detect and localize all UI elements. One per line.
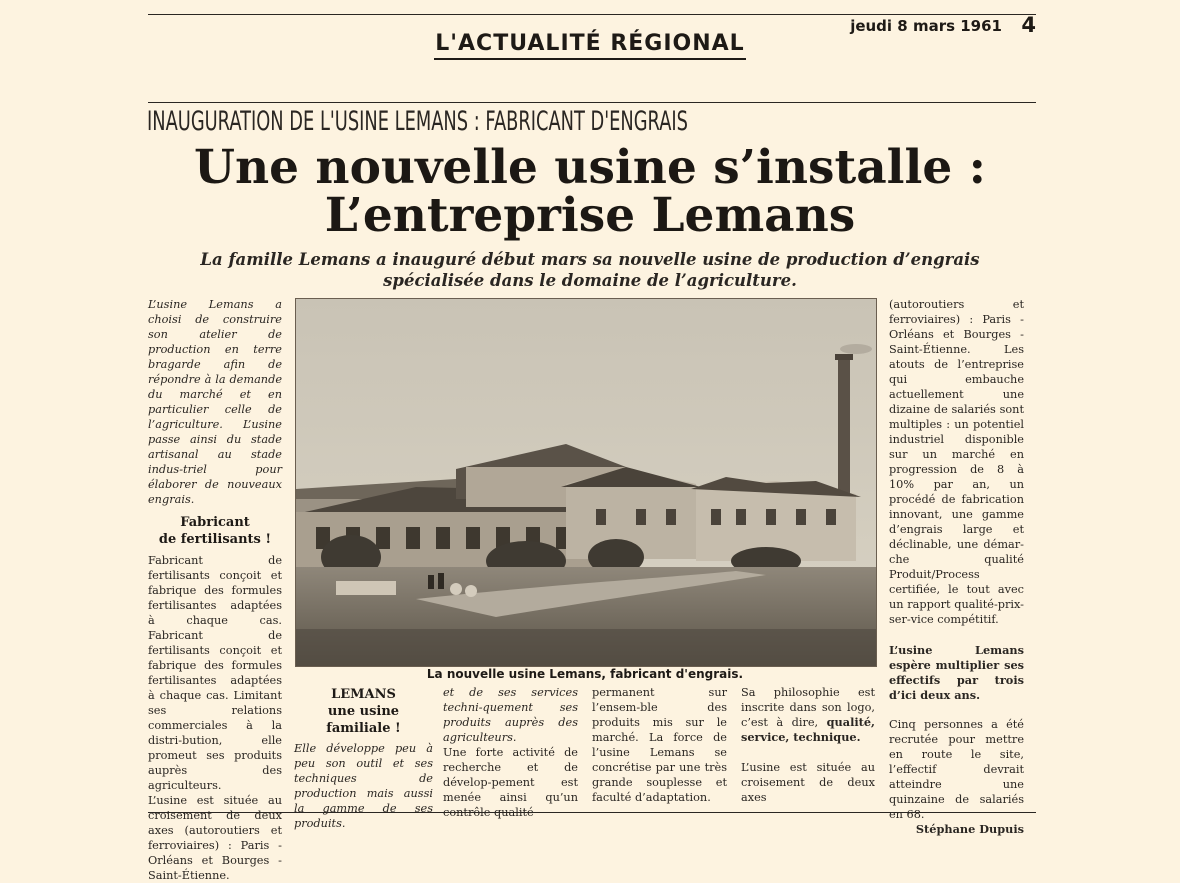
- factory-photo-illustration: [296, 299, 876, 666]
- column-3: [443, 685, 578, 820]
- subhead-line-2: spécialisée dans le domaine de l’agriculture.: [383, 271, 797, 290]
- col2-subhead: [294, 686, 433, 737]
- col2-intro: Elle développe peu à peu son outil et ses techniques de production mais aussi la gamme de ses produits.: [294, 742, 433, 830]
- subhead-line-1: La famille Lemans a inauguré début mars sa nouvelle usine de production d’engrais: [200, 250, 980, 269]
- col5-body-1: [741, 685, 875, 745]
- column-1: [148, 297, 282, 883]
- photo-caption: La nouvelle usine Lemans, fabricant d'engrais.: [426, 667, 744, 681]
- col1-subhead-line-2: de fertilisants !: [158, 532, 272, 547]
- factory-photo: [295, 298, 877, 667]
- article-kicker: INAUGURATION DE L'USINE LEMANS : FABRICANT D'ENGRAIS: [147, 106, 688, 137]
- col6-highlight: L’usine Lemans espère multiplier ses effectifs par trois d’ici deux ans.: [889, 643, 1024, 702]
- col1-body-2: L’usine est située au croisement de deux axes (autoroutiers et ferroviaires) : Paris - Orléans et Bourges - Saint-Étienne.: [148, 794, 282, 882]
- headline-line-2: L’entreprise Lemans: [324, 188, 856, 243]
- page-number: 4: [1021, 13, 1036, 37]
- col1-body-1: Fabricant de fertilisants conçoit et fabrique des formules fertilisantes adaptées à chaque cas. Fabricant de fertilisants conçoit et fabrique des formules fertilisantes adaptées à chaque cas. Limitant ses relations commerciales à la distri-bution, elle promeut ses produits auprès des agriculteurs.: [148, 554, 282, 792]
- byline: Stéphane Dupuis: [915, 822, 1024, 836]
- col6-body-1: (autoroutiers et ferroviaires) : Paris - Orléans et Bourges - Saint-Étienne. Les atouts de l’entreprise qui embauche actuellement une dizaine de salariés sont multiples : un potentiel industriel disponible sur un marché en progression de 8 à 10% par an, un procédé de fabrication innovant, une gamme d’engrais large et déclinable, une démar-che qualité Produit/Process certifiée, le tout avec un rapport qualité-prix-ser-vice compétitif.: [889, 298, 1024, 626]
- col5-body-2: L’usine est située au croisement de deux axes: [741, 761, 875, 804]
- section-title: [0, 31, 1180, 60]
- col1-subhead-line-1: Fabricant: [180, 515, 250, 530]
- col2-subhead-line-1: LEMANS: [331, 687, 396, 702]
- col3-intro: et de ses services techni-quement ses produits auprès des agriculteurs.: [443, 686, 578, 744]
- bottom-rule: [148, 812, 1036, 813]
- column-4: [592, 685, 727, 805]
- column-5: [741, 685, 875, 805]
- col2-subhead-line-2: une usine familiale !: [326, 704, 401, 736]
- article-subhead: [0, 249, 1180, 291]
- top-rule: [148, 14, 1036, 15]
- col1-subhead: [148, 514, 282, 548]
- col6-body-2: Cinq personnes a été recrutée pour mettre en route le site, l’effectif devrait atteindre une quinzaine de salariés en 68.: [889, 718, 1024, 821]
- header-rule: [148, 102, 1036, 103]
- column-2: [294, 686, 433, 831]
- article-headline: [0, 140, 1180, 243]
- column-6: [889, 297, 1024, 837]
- issue-date: jeudi 8 mars 1961: [850, 17, 1002, 35]
- col5-body-1-bold: qualité, service, technique.: [741, 715, 875, 744]
- col5-body-1-text: Sa philosophie est inscrite dans son logo, c’est à dire,: [741, 686, 875, 729]
- headline-line-1: Une nouvelle usine s’installe :: [193, 140, 987, 195]
- col1-intro: L’usine Lemans a choisi de construire son atelier de production en terre bragarde afin de répondre à la demande du marché et en particulier celle de l’agriculture. L’usine passe ainsi du stade artisanal au stade indus-triel pour élaborer de nouveaux engrais.: [148, 298, 282, 506]
- col4-body: permanent sur l’ensem-ble des produits mis sur le marché. La force de l’usine Lemans se concrétise par une très grande souplesse et faculté d’adaptation.: [592, 686, 727, 804]
- col3-body: Une forte activité de recherche et de dévelop-pement est menée ainsi qu’un contrôle qualité: [443, 746, 578, 819]
- section-title-text: L'ACTUALITÉ RÉGIONAL: [434, 31, 745, 60]
